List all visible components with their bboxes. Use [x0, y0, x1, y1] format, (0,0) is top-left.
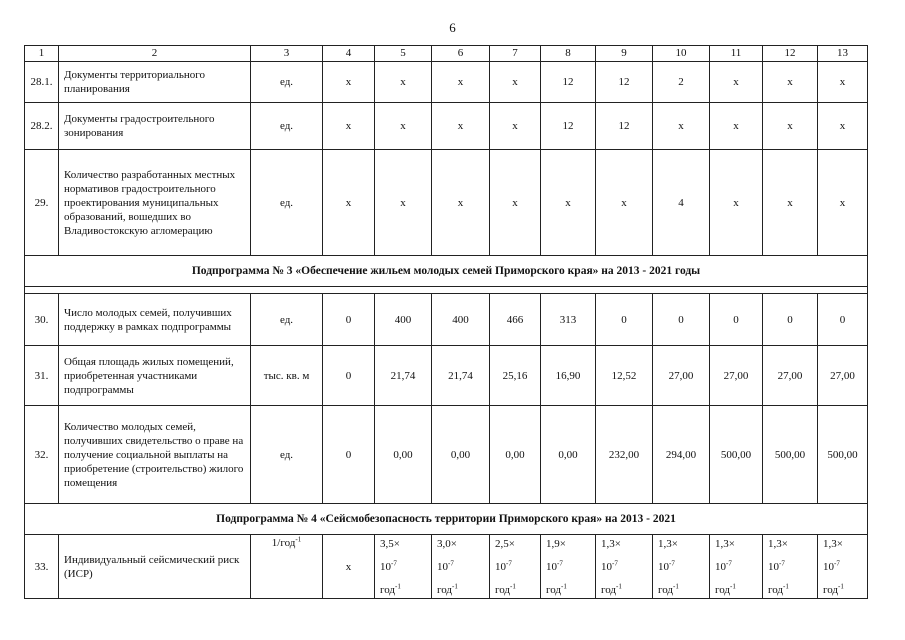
risk-cell [375, 535, 432, 599]
value-cell: 12 [541, 103, 596, 150]
page-number: 6 [449, 20, 456, 35]
value-cell: x [710, 103, 763, 150]
header-cell: 4 [323, 46, 375, 62]
year-exponent: -1 [616, 581, 622, 590]
row-number: 29. [25, 150, 59, 256]
unit-cell: тыс. кв. м [251, 346, 323, 406]
risk-coefficient: 3,5× [380, 537, 400, 550]
section-row [25, 504, 868, 535]
value-cell: 27,00 [763, 346, 818, 406]
value-cell: 0 [596, 294, 653, 346]
table-row [25, 406, 868, 504]
indicator-name: Количество молодых семей, получивших свидетельство о праве на получение социальной выплаты на приобретение (строительство) жилого помещения [59, 406, 251, 504]
risk-unit [823, 583, 844, 597]
value-cell: 25,16 [490, 346, 541, 406]
indicator-name: Число молодых семей, получивших поддержку в рамках подпрограммы [59, 294, 251, 346]
risk-coefficient: 1,3× [715, 537, 735, 550]
risk-unit [601, 583, 622, 597]
risk-value [378, 537, 428, 597]
unit-cell [251, 535, 323, 599]
value-cell: 12 [596, 62, 653, 103]
value-cell: 0 [653, 294, 710, 346]
row-number: 30. [25, 294, 59, 346]
spacer-row [25, 287, 868, 294]
year-exponent: -1 [395, 581, 401, 590]
value-cell: x [763, 150, 818, 256]
risk-coefficient: 1,9× [546, 537, 566, 550]
risk-value [656, 537, 706, 597]
table-row [25, 346, 868, 406]
value-cell: x [323, 103, 375, 150]
risk-unit [715, 583, 736, 597]
value-cell: 0,00 [432, 406, 490, 504]
risk-value [599, 537, 649, 597]
power-base: 10 [380, 560, 391, 573]
header-row [25, 46, 868, 62]
value-cell: 12 [596, 103, 653, 150]
risk-unit [768, 583, 789, 597]
risk-coefficient: 3,0× [437, 537, 457, 550]
value-cell: 400 [432, 294, 490, 346]
power-exponent: -7 [448, 558, 454, 567]
value-cell: 0 [323, 294, 375, 346]
table-row [25, 294, 868, 346]
risk-value [435, 537, 486, 597]
value-cell: 500,00 [710, 406, 763, 504]
risk-unit [546, 583, 567, 597]
year-exponent: -1 [783, 581, 789, 590]
value-cell: 12 [541, 62, 596, 103]
section-title: Подпрограмма № 3 «Обеспечение жильем молодых семей Приморского края» на 2013 - 2021 годы [25, 256, 868, 287]
value-cell: x [375, 150, 432, 256]
value-cell: x [432, 103, 490, 150]
power-base: 10 [546, 560, 557, 573]
value-cell: 0,00 [541, 406, 596, 504]
value-cell: 27,00 [818, 346, 868, 406]
value-cell: x [323, 62, 375, 103]
value-cell: 0 [323, 346, 375, 406]
unit-exponent: -1 [295, 535, 302, 544]
value-cell: x [710, 150, 763, 256]
value-cell: 0 [710, 294, 763, 346]
value-cell: 232,00 [596, 406, 653, 504]
year-base: год [768, 583, 784, 596]
risk-value [544, 537, 592, 597]
risk-power [495, 560, 512, 574]
table-row [25, 535, 868, 599]
risk-power [768, 560, 785, 574]
value-cell: 466 [490, 294, 541, 346]
indicator-name: Документы градостроительного зонирования [59, 103, 251, 150]
power-base: 10 [658, 560, 669, 573]
value-cell: x [763, 103, 818, 150]
risk-coefficient: 2,5× [495, 537, 515, 550]
value-cell: 12,52 [596, 346, 653, 406]
value-cell: x [763, 62, 818, 103]
row-number: 33. [25, 535, 59, 599]
indicator-name: Индивидуальный сейсмический риск (ИСР) [59, 535, 251, 599]
header-cell: 3 [251, 46, 323, 62]
unit-cell: ед. [251, 294, 323, 346]
risk-power [601, 560, 618, 574]
value-cell: x [818, 150, 868, 256]
power-exponent: -7 [557, 558, 563, 567]
risk-unit [380, 583, 401, 597]
risk-unit [437, 583, 458, 597]
risk-unit [658, 583, 679, 597]
year-base: год [546, 583, 562, 596]
unit-cell: ед. [251, 150, 323, 256]
power-base: 10 [495, 560, 506, 573]
header-cell: 7 [490, 46, 541, 62]
value-cell: 0 [818, 294, 868, 346]
value-cell: 0,00 [490, 406, 541, 504]
indicator-name: Документы территориального планирования [59, 62, 251, 103]
risk-coefficient: 1,3× [658, 537, 678, 550]
value-cell: x [323, 535, 375, 599]
year-exponent: -1 [730, 581, 736, 590]
risk-power [437, 560, 454, 574]
value-cell: 0 [763, 294, 818, 346]
value-cell: 0 [323, 406, 375, 504]
value-cell: 500,00 [763, 406, 818, 504]
row-number: 28.2. [25, 103, 59, 150]
value-cell: 16,90 [541, 346, 596, 406]
risk-value [821, 537, 864, 597]
value-cell: x [490, 62, 541, 103]
power-base: 10 [437, 560, 448, 573]
risk-power [546, 560, 563, 574]
power-base: 10 [823, 560, 834, 573]
header-cell: 10 [653, 46, 710, 62]
risk-power [380, 560, 397, 574]
power-exponent: -7 [612, 558, 618, 567]
row-number: 31. [25, 346, 59, 406]
value-cell: 313 [541, 294, 596, 346]
year-base: год [715, 583, 731, 596]
value-cell: x [653, 103, 710, 150]
risk-power [658, 560, 675, 574]
header-cell: 9 [596, 46, 653, 62]
header-cell: 2 [59, 46, 251, 62]
indicators-table [24, 45, 868, 599]
power-exponent: -7 [834, 558, 840, 567]
risk-cell [432, 535, 490, 599]
header-cell: 5 [375, 46, 432, 62]
year-exponent: -1 [673, 581, 679, 590]
value-cell: x [596, 150, 653, 256]
header-cell: 8 [541, 46, 596, 62]
risk-value [766, 537, 814, 597]
risk-cell [596, 535, 653, 599]
table-row [25, 150, 868, 256]
value-cell: x [323, 150, 375, 256]
year-exponent: -1 [561, 581, 567, 590]
risk-cell [818, 535, 868, 599]
risk-power [715, 560, 732, 574]
table-row [25, 62, 868, 103]
value-cell: 2 [653, 62, 710, 103]
power-base: 10 [768, 560, 779, 573]
value-cell: x [710, 62, 763, 103]
value-cell: 21,74 [375, 346, 432, 406]
power-exponent: -7 [669, 558, 675, 567]
value-cell: 27,00 [710, 346, 763, 406]
header-cell: 12 [763, 46, 818, 62]
power-exponent: -7 [726, 558, 732, 567]
risk-cell [490, 535, 541, 599]
value-cell: x [541, 150, 596, 256]
risk-value [493, 537, 537, 597]
year-base: год [823, 583, 839, 596]
value-cell: x [432, 150, 490, 256]
risk-coefficient: 1,3× [768, 537, 788, 550]
year-exponent: -1 [452, 581, 458, 590]
header-cell: 11 [710, 46, 763, 62]
risk-unit [495, 583, 516, 597]
unit-cell: ед. [251, 103, 323, 150]
unit-cell: ед. [251, 406, 323, 504]
year-base: год [495, 583, 511, 596]
value-cell: x [375, 103, 432, 150]
unit-cell: ед. [251, 62, 323, 103]
value-cell: x [490, 150, 541, 256]
year-base: год [380, 583, 396, 596]
risk-cell [541, 535, 596, 599]
year-base: год [601, 583, 617, 596]
risk-coefficient: 1,3× [601, 537, 621, 550]
power-exponent: -7 [391, 558, 397, 567]
table-row [25, 103, 868, 150]
risk-value [713, 537, 759, 597]
value-cell: x [818, 62, 868, 103]
row-number: 28.1. [25, 62, 59, 103]
indicator-name: Общая площадь жилых помещений, приобретенная участниками подпрограммы [59, 346, 251, 406]
spacer-cell [25, 287, 868, 294]
power-base: 10 [715, 560, 726, 573]
section-row [25, 256, 868, 287]
value-cell: x [818, 103, 868, 150]
value-cell: 500,00 [818, 406, 868, 504]
power-exponent: -7 [506, 558, 512, 567]
risk-coefficient: 1,3× [823, 537, 843, 550]
value-cell: 4 [653, 150, 710, 256]
year-exponent: -1 [510, 581, 516, 590]
value-cell: x [490, 103, 541, 150]
power-base: 10 [601, 560, 612, 573]
power-exponent: -7 [779, 558, 785, 567]
indicator-name: Количество разработанных местных нормативов градостроительного проектирования муниципальных образований, вошедших во Владивостокскую агломерацию [59, 150, 251, 256]
value-cell: 27,00 [653, 346, 710, 406]
value-cell: 294,00 [653, 406, 710, 504]
year-exponent: -1 [838, 581, 844, 590]
header-cell: 1 [25, 46, 59, 62]
value-cell: 400 [375, 294, 432, 346]
year-base: год [437, 583, 453, 596]
header-cell: 6 [432, 46, 490, 62]
value-cell: 0,00 [375, 406, 432, 504]
header-cell: 13 [818, 46, 868, 62]
section-title: Подпрограмма № 4 «Сейсмобезопасность территории Приморского края» на 2013 - 2021 [25, 504, 868, 535]
row-number: 32. [25, 406, 59, 504]
year-base: год [658, 583, 674, 596]
value-cell: x [432, 62, 490, 103]
value-cell: 21,74 [432, 346, 490, 406]
risk-cell [710, 535, 763, 599]
risk-power [823, 560, 840, 574]
value-cell: x [375, 62, 432, 103]
risk-cell [763, 535, 818, 599]
risk-cell [653, 535, 710, 599]
unit-base: 1/год [271, 537, 296, 549]
